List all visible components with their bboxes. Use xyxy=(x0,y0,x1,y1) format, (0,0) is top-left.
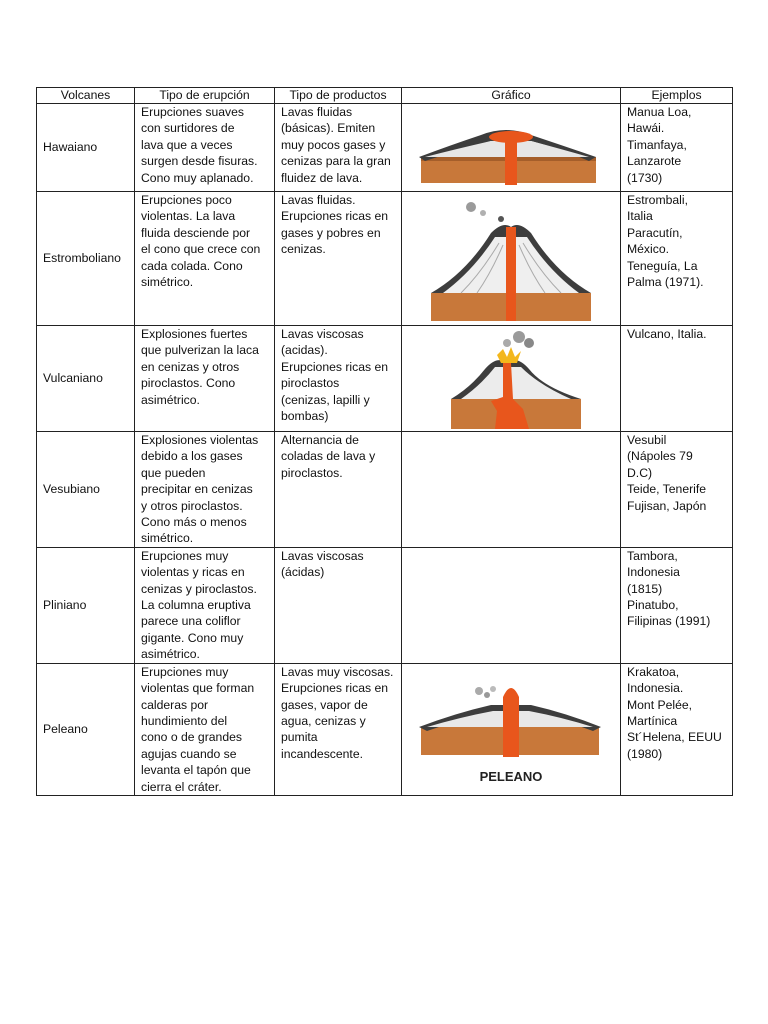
table-row xyxy=(37,104,733,192)
row-grafico xyxy=(402,432,621,548)
table-row xyxy=(37,432,733,548)
row-name: Vulcaniano xyxy=(37,326,135,432)
row-name: Hawaiano xyxy=(37,104,135,192)
row-ejemplos: Krakatoa, Indonesia. Mont Pelée, Martínica St´Helena, EEUU (1980) xyxy=(621,663,733,795)
table-row xyxy=(37,326,733,432)
row-productos: Lavas fluidas. Erupciones ricas en gases y pobres en cenizas. xyxy=(275,192,402,326)
table-row xyxy=(37,663,733,795)
row-productos: Lavas viscosas (acidas). Erupciones ricas en piroclastos (cenizas, lapilli y bombas) xyxy=(275,326,402,432)
row-erupcion: Explosiones fuertes que pulverizan la laca en cenizas y otros piroclastos. Cono asimétrico. xyxy=(135,326,275,432)
row-erupcion: Erupciones muy violentas y ricas en cenizas y piroclastos. La columna eruptiva parece una coliflor gigante. Cono muy asimétrico. xyxy=(135,547,275,663)
row-grafico xyxy=(402,104,621,192)
row-name: Vesubiano xyxy=(37,432,135,548)
row-erupcion: Erupciones muy violentas que forman calderas por hundimiento del cono o de grandes agujas cuando se levanta el tapón que cierra el cráter. xyxy=(135,663,275,795)
volcano-types-table xyxy=(36,87,733,796)
row-grafico xyxy=(402,547,621,663)
row-ejemplos: Vesubil (Nápoles 79 D.C) Teide, Tenerife Fujisan, Japón xyxy=(621,432,733,548)
row-grafico xyxy=(402,192,621,326)
hawaiano-volcano-image xyxy=(411,105,611,191)
row-name: Estromboliano xyxy=(37,192,135,326)
row-erupcion: Explosiones violentas debido a los gases que pueden precipitar en cenizas y otros piroclastos. Cono más o menos simétrico. xyxy=(135,432,275,548)
row-name: Pliniano xyxy=(37,547,135,663)
row-productos: Lavas viscosas (ácidas) xyxy=(275,547,402,663)
row-erupcion: Erupciones suaves con surtidores de lava que a veces surgen desde fisuras. Cono muy aplanado. xyxy=(135,104,275,192)
row-name: Peleano xyxy=(37,663,135,795)
peleano-volcano-image xyxy=(411,665,611,793)
header-tipo-erupcion: Tipo de erupción xyxy=(135,88,275,104)
header-tipo-productos: Tipo de productos xyxy=(275,88,402,104)
row-ejemplos: Manua Loa, Hawái. Timanfaya, Lanzarote (1730) xyxy=(621,104,733,192)
table-row xyxy=(37,547,733,663)
table-row xyxy=(37,192,733,326)
row-productos: Alternancia de coladas de lava y piroclastos. xyxy=(275,432,402,548)
row-ejemplos: Vulcano, Italia. xyxy=(621,326,733,432)
row-grafico xyxy=(402,326,621,432)
header-volcanes: Volcanes xyxy=(37,88,135,104)
row-erupcion: Erupciones poco violentas. La lava fluida desciende por el cono que crece con cada colada. Cono simétrico. xyxy=(135,192,275,326)
row-ejemplos: Tambora, Indonesia (1815) Pinatubo, Filipinas (1991) xyxy=(621,547,733,663)
estromboliano-volcano-image xyxy=(411,193,611,325)
row-productos: Lavas muy viscosas. Erupciones ricas en gases, vapor de agua, cenizas y pumita incandescente. xyxy=(275,663,402,795)
row-productos: Lavas fluidas (básicas). Emiten muy pocos gases y cenizas para la gran fluidez de lava. xyxy=(275,104,402,192)
vulcaniano-volcano-image xyxy=(411,327,611,431)
row-grafico xyxy=(402,663,621,795)
row-ejemplos: Estrombali, Italia Paracutín, México. Teneguía, La Palma (1971). xyxy=(621,192,733,326)
header-row xyxy=(37,88,733,104)
header-ejemplos: Ejemplos xyxy=(621,88,733,104)
peleano-label: PELEANO xyxy=(479,769,543,785)
header-grafico: Gráfico xyxy=(402,88,621,104)
